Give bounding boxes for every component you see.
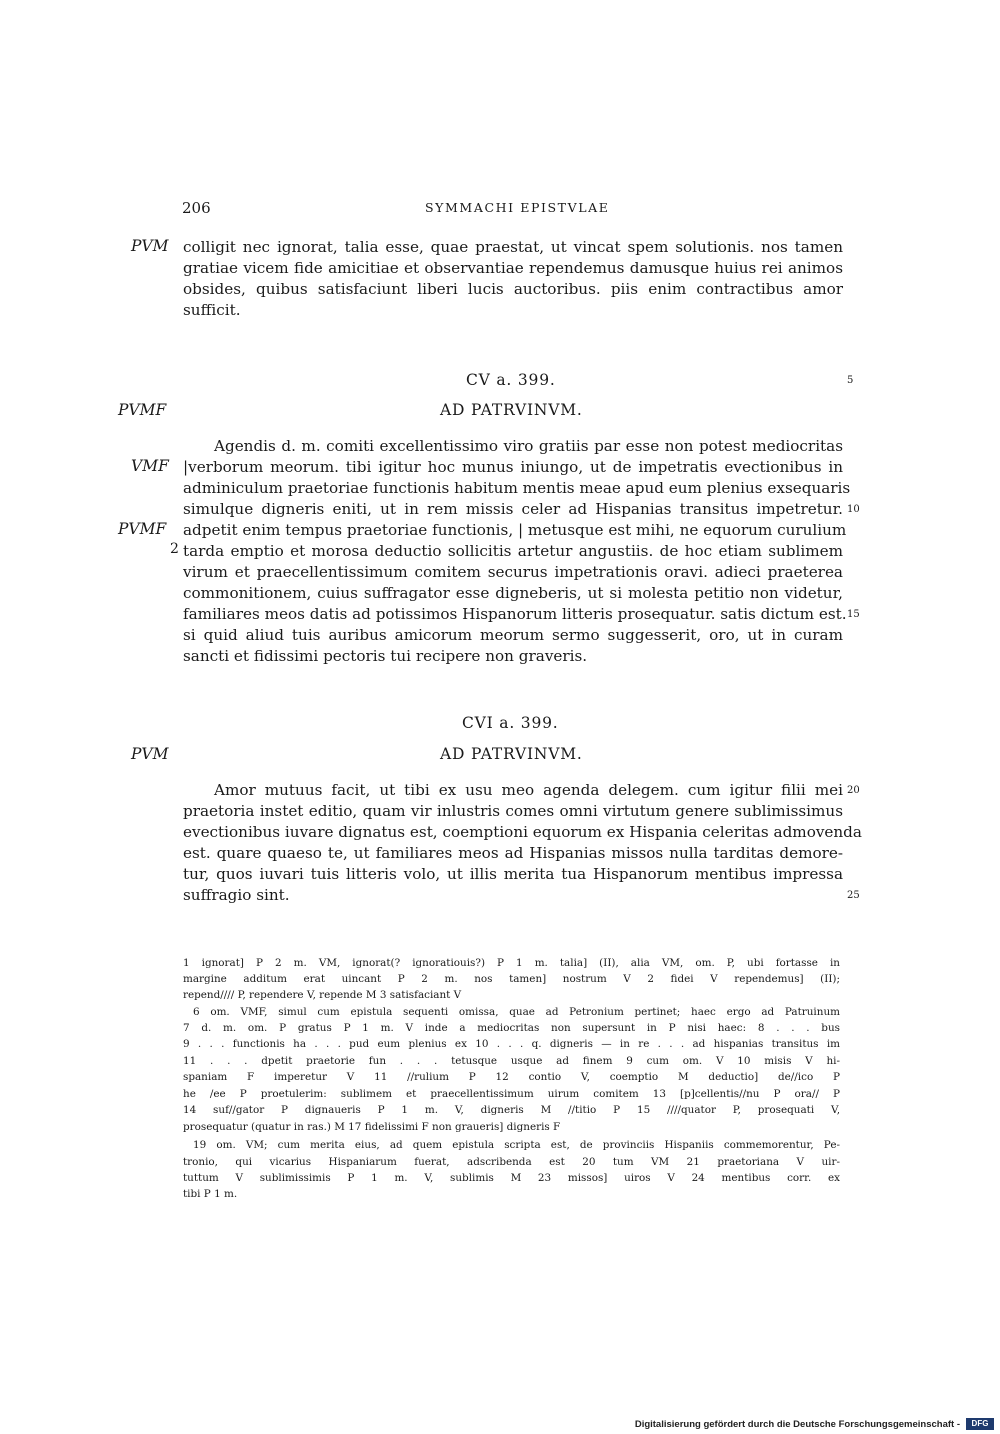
line-number: 15 bbox=[847, 609, 860, 620]
margin-number: 2 bbox=[170, 541, 179, 557]
siglum-title: PVMF bbox=[118, 401, 167, 419]
line-number: 10 bbox=[847, 504, 860, 515]
text-line: Agendis d. m. comiti excellentissimo viro gratiis par esse non potest mediocritas bbox=[214, 437, 843, 455]
text-line: praetoria instet editio, quam vir inlustris comes omni virtutum genere sublimissimus bbox=[183, 802, 843, 820]
footnote-line: 6 om. VMF, simul cum epistula sequenti omissa, quae ad Petronium pertinet; haec ergo ad Patruinum bbox=[193, 1006, 840, 1018]
text-line: adpetit enim tempus praetoriae functionis, | metusque est mihi, ne equorum curulium bbox=[183, 521, 847, 539]
footnote-line: he /ee P proetulerim: sublimem et praecellentissimum uirum comitem 13 [p]cellentis//nu P ora// P bbox=[183, 1088, 840, 1100]
text-line: virum et praecellentissimum comitem securus impetrationis oravi. adieci praeterea bbox=[183, 563, 843, 581]
text-line: est. quare quaeso te, ut familiares meos ad Hispanias missos nulla tarditas demore- bbox=[183, 844, 843, 862]
text-line: |verborum meorum. tibi igitur hoc munus iniungo, ut de impetratis evectionibus in bbox=[183, 458, 843, 476]
footnote-line: 14 suf//gator P dignaueris P 1 m. V, digneris M //titio P 15 ////quator P, prosequati V, bbox=[183, 1104, 840, 1116]
text-line: commonitionem, cuius suffragator esse digneberis, ut si molesta petitio non videtur, bbox=[183, 584, 843, 602]
footnote-line: 9 . . . functionis ha . . . pud eum plenius ex 10 . . . q. digneris — in re . . . ad hispanias transitus im bbox=[183, 1038, 840, 1050]
line-number: 5 bbox=[847, 375, 854, 386]
text-line: tur, quos iuvari tuis litteris volo, ut illis merita tua Hispanorum mentibus impressa bbox=[183, 865, 843, 883]
text-line: colligit nec ignorat, talia esse, quae praestat, ut vincat spem solutionis. nos tamen bbox=[183, 238, 843, 256]
text-line: gratiae vicem fide amicitiae et observantiae rependemus damusque huius rei animos bbox=[183, 259, 843, 277]
footnote-line: 19 om. VM; cum merita eius, ad quem epistula scripta est, de provinciis Hispaniis commemorentur, Pe- bbox=[193, 1139, 840, 1151]
siglum-margin: PVMF bbox=[118, 520, 167, 538]
text-line: sancti et fidissimi pectoris tui recipere non graveris. bbox=[183, 647, 588, 665]
text-line: familiares meos datis ad potissimos Hispanorum litteris prosequatur. satis dictum est. bbox=[183, 605, 847, 623]
line-number: 20 bbox=[847, 785, 860, 796]
footnote-line: tuttum V sublimissimis P 1 m. V, sublimis M 23 missos] uiros V 24 mentibus corr. ex bbox=[183, 1172, 840, 1184]
dfg-logo: DFG bbox=[966, 1418, 994, 1430]
letter-address: AD PATRVINVM. bbox=[440, 745, 583, 763]
siglum-margin: VMF bbox=[131, 457, 169, 475]
footnote-line: tronio, qui vicarius Hispaniarum fuerat, adscribenda est 20 tum VM 21 praetoriana V uir- bbox=[183, 1156, 840, 1168]
footnote-line: spaniam F imperetur V 11 //rulium P 12 contio V, coemptio M deductio] de//ico P bbox=[183, 1071, 840, 1083]
text-line: adminiculum praetoriae functionis habitum mentis meae apud eum plenius exsequaris bbox=[183, 479, 851, 497]
running-title: SYMMACHI EPISTVLAE bbox=[425, 200, 610, 215]
text-line: evectionibus iuvare dignatus est, coemptioni equorum ex Hispania celeritas admovenda bbox=[183, 823, 862, 841]
letter-number: CVI a. 399. bbox=[462, 714, 559, 732]
footnote-line: 7 d. m. om. P gratus P 1 m. V inde a mediocritas non supersunt in P nisi haec: 8 . . . bus bbox=[183, 1022, 840, 1034]
text-line: sufficit. bbox=[183, 301, 241, 319]
text-line: simulque digneris eniti, ut in rem missis celer ad Hispanias transitus impetretur. bbox=[183, 500, 843, 518]
footnote-line: 1 ignorat] P 2 m. VM, ignorat(? ignoratiouis?) P 1 m. talia] (II), alia VM, om. P, ubi fortasse in bbox=[183, 957, 840, 969]
text-line: obsides, quibus satisfaciunt liberi lucis auctoribus. piis enim contractibus amor bbox=[183, 280, 843, 298]
text-line: si quid aliud tuis auribus amicorum meorum sermo suggesserit, oro, ut in curam bbox=[183, 626, 843, 644]
footnote-line: tibi P 1 m. bbox=[183, 1188, 238, 1200]
footnote-line: 11 . . . dpetit praetorie fun . . . tetusque usque ad finem 9 cum om. V 10 misis V hi- bbox=[183, 1055, 840, 1067]
text-line: Amor mutuus facit, ut tibi ex usu meo agenda delegem. cum igitur filii mei bbox=[214, 781, 843, 799]
line-number: 25 bbox=[847, 890, 860, 901]
siglum-title: PVM bbox=[131, 745, 169, 763]
footnote-line: margine additum erat uincant P 2 m. nos tamen] nostrum V 2 fidei V rependemus] (II); bbox=[183, 973, 840, 985]
letter-number: CV a. 399. bbox=[466, 371, 556, 389]
text-line: suffragio sint. bbox=[183, 886, 290, 904]
page-number: 206 bbox=[182, 199, 211, 217]
footnote-line: repend//// P, rependere V, repende M 3 satisfaciant V bbox=[183, 989, 462, 1001]
siglum-block1: PVM bbox=[131, 237, 169, 255]
letter-address: AD PATRVINVM. bbox=[440, 401, 583, 419]
text-line: tarda emptio et morosa deductio sollicitis artetur angustiis. de hoc etiam sublimem bbox=[183, 542, 843, 560]
footnote-line: prosequatur (quatur in ras.) M 17 fidelissimi F non graueris] digneris F bbox=[183, 1121, 561, 1133]
digitization-credit: Digitalisierung gefördert durch die Deutsche Forschungsgemeinschaft - bbox=[634, 1419, 960, 1430]
